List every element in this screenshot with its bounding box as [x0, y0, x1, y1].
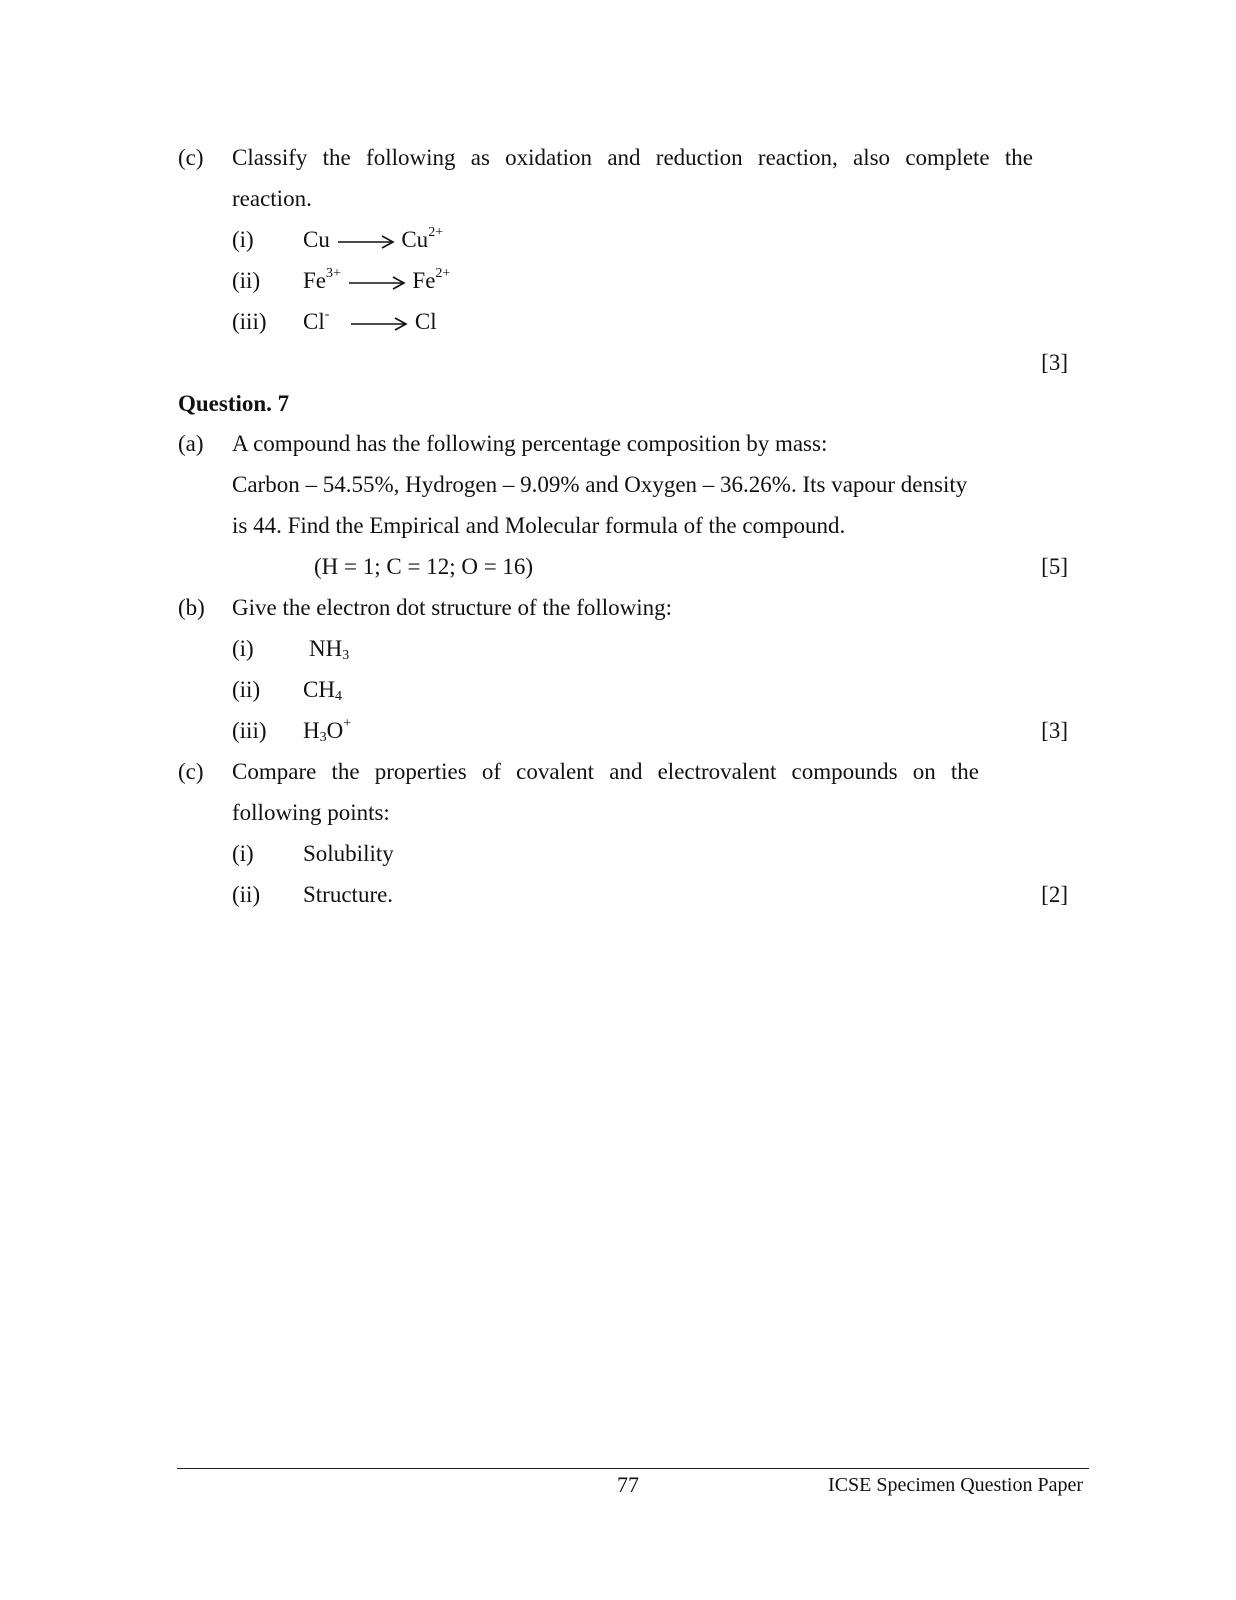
reaction-number: (iii): [232, 309, 267, 334]
q7a-atomic-masses: (H = 1; C = 12; O = 16): [314, 554, 534, 579]
formula-main: NH: [309, 636, 343, 661]
q6c-marks: [3]: [1041, 350, 1068, 375]
item-number: (i): [232, 841, 254, 866]
q7c-text-line1: Compare the properties of covalent and electrovalent compounds on the: [232, 759, 979, 784]
formula-subscript: 3: [319, 730, 327, 745]
reaction-equation: [303, 268, 450, 294]
item-number: (iii): [232, 718, 267, 743]
comparison-point: Structure.: [303, 882, 394, 907]
q7c-marks: [2]: [1041, 882, 1068, 907]
footer-title: ICSE Specimen Question Paper: [828, 1474, 1083, 1496]
comparison-point: Solubility: [303, 841, 394, 866]
formula-charge: +: [343, 716, 352, 731]
q7b-marks: [3]: [1041, 718, 1068, 743]
formula-subscript: 3: [342, 648, 350, 663]
reaction-equation: [303, 309, 437, 335]
formula-main: CH: [303, 677, 335, 702]
product: Cl: [414, 309, 437, 334]
formula-main: H: [303, 718, 320, 743]
item-number: (i): [232, 636, 254, 661]
formula: [309, 636, 349, 662]
q7c-label: (c): [178, 759, 204, 784]
reactant: Fe: [303, 268, 326, 293]
q7b-label: (b): [178, 595, 205, 620]
q7a-label: (a): [178, 431, 204, 456]
footer-divider: [177, 1468, 1089, 1469]
q7a-marks: [5]: [1041, 554, 1068, 579]
q7a-line3: is 44. Find the Empirical and Molecular formula of the compound.: [232, 513, 846, 538]
product-charge: 2+: [435, 266, 451, 281]
item-number: (ii): [232, 882, 261, 907]
reaction-number: (i): [232, 227, 254, 252]
q6c-text-line2: reaction.: [232, 186, 312, 211]
formula-tail: O: [326, 718, 344, 743]
reactant-charge: 3+: [326, 266, 341, 281]
reaction-arrow-icon: [349, 317, 409, 331]
reaction-arrow-icon: [336, 235, 396, 249]
question-7-title: Question. 7: [178, 391, 290, 416]
q7c-text-line2: following points:: [232, 800, 390, 825]
q7a-line2: Carbon – 54.55%, Hydrogen – 9.09% and Oxygen – 36.26%. Its vapour density: [232, 472, 968, 497]
reaction-equation: [303, 227, 443, 253]
product: Fe: [412, 268, 436, 293]
reactant-charge: -: [324, 307, 330, 322]
reaction-number: (ii): [232, 268, 261, 293]
formula-subscript: 4: [334, 689, 342, 704]
reactant: Cl: [303, 309, 325, 334]
q6c-label: (c): [178, 145, 204, 170]
formula: [303, 677, 342, 703]
q7b-text: Give the electron dot structure of the following:: [232, 595, 673, 620]
q7a-line1: A compound has the following percentage composition by mass:: [232, 431, 828, 456]
q6c-text-line1: Classify the following as oxidation and reduction reaction, also complete the: [232, 145, 1033, 170]
reaction-arrow-icon: [347, 276, 407, 290]
reactant: Cu: [303, 227, 330, 252]
page-number: 77: [617, 1472, 639, 1497]
product: Cu: [401, 227, 429, 252]
product-charge: 2+: [428, 225, 444, 240]
formula: [303, 718, 351, 744]
item-number: (ii): [232, 677, 261, 702]
